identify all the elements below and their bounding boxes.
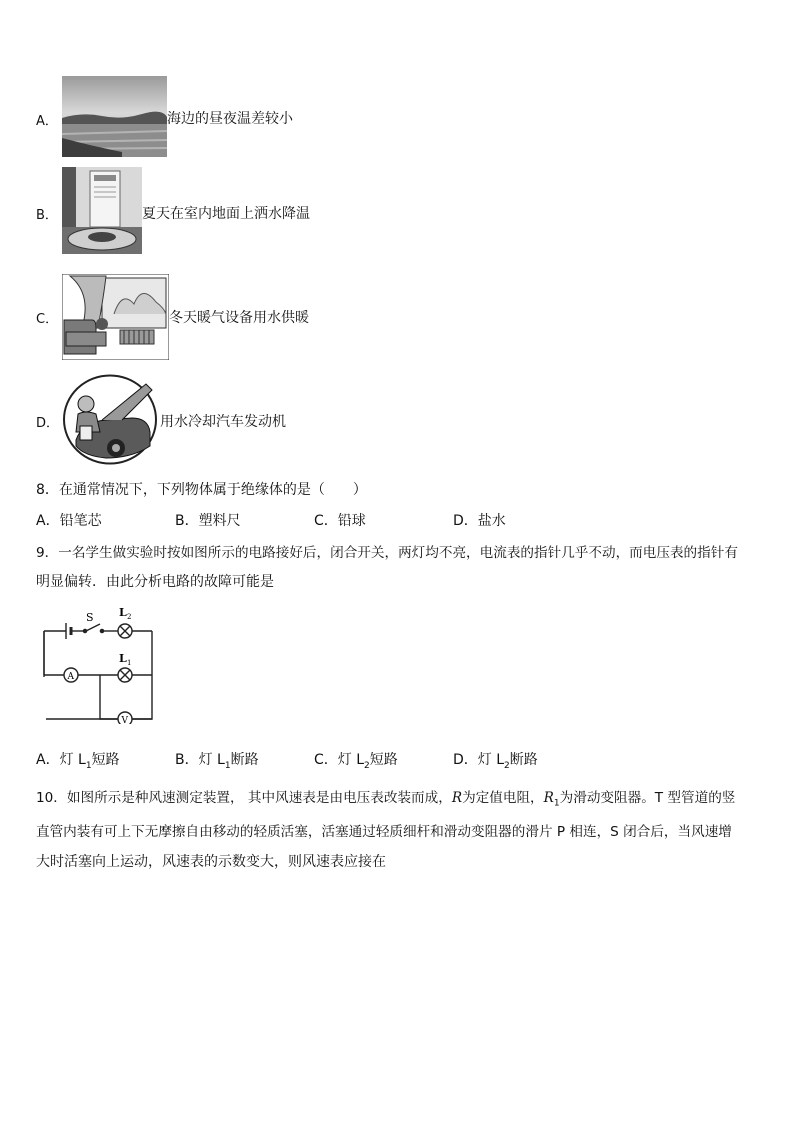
- ammeter-label: A: [67, 672, 74, 682]
- seaside-photo: [62, 76, 167, 157]
- car-engine-drawing: [62, 374, 158, 465]
- option-text: 用水冷却汽车发动机: [160, 414, 286, 430]
- option-text: 夏天在室内地面上洒水降温: [142, 206, 310, 222]
- option-letter: D．: [36, 416, 60, 431]
- option-text: 冬天暖气设备用水供暖: [169, 310, 309, 326]
- choice-b: B．灯 $L_1$断路: [175, 752, 259, 771]
- lamp2-label: L: [119, 606, 127, 619]
- option-letter: B．: [36, 208, 58, 223]
- lamp2-subscript: 2: [127, 613, 132, 621]
- choice-b: B．塑料尺: [175, 513, 241, 529]
- switch-label: S: [86, 611, 94, 624]
- lamp1-subscript: 1: [127, 659, 132, 667]
- choice-d: D．灯 $L_2$断路: [453, 752, 538, 771]
- circuit-diagram: [40, 602, 162, 724]
- question-stem-line-2: 直管内装有可上下无摩擦自由移动的轻质活塞，活塞通过轻质细杆和滑动变阻器的滑片 P 相连，S 闭合后，当风速增: [36, 824, 732, 840]
- choice-a: A．灯 $L_1$短路: [36, 752, 120, 771]
- question-stem-line-2: 明显偏转．由此分析电路的故障可能是: [36, 574, 274, 590]
- option-letter: C．: [36, 312, 59, 327]
- radiator-room-drawing: [62, 274, 169, 360]
- choice-d: D．盐水: [453, 513, 506, 529]
- room-air-conditioner-photo: [62, 167, 142, 254]
- choice-a: A．铅笔芯: [36, 513, 102, 529]
- question-stem-line-1: 9．一名学生做实验时按如图所示的电路接好后，闭合开关，两灯均不亮，电流表的指针几乎不动，而电压表的指针有: [36, 545, 738, 561]
- voltmeter-label: V: [121, 716, 128, 724]
- option-text: 海边的昼夜温差较小: [167, 111, 293, 127]
- option-letter: A．: [36, 114, 58, 129]
- question-stem: 8．在通常情况下，下列物体属于绝缘体的是（ ）: [36, 482, 367, 498]
- choice-c: C．铅球: [314, 513, 366, 529]
- choice-c: C．灯 $L_2$短路: [314, 752, 398, 771]
- question-stem-line-3: 大时活塞向上运动，风速表的示数变大，则风速表应接在: [36, 854, 386, 870]
- lamp1-label: L: [119, 652, 127, 665]
- question-stem-line-1: 10．如图所示是种风速测定装置， 其中风速表是由电压表改装而成，R为定值电阻，$R_1$为滑动变阻器。T 型管道的竖: [36, 790, 736, 809]
